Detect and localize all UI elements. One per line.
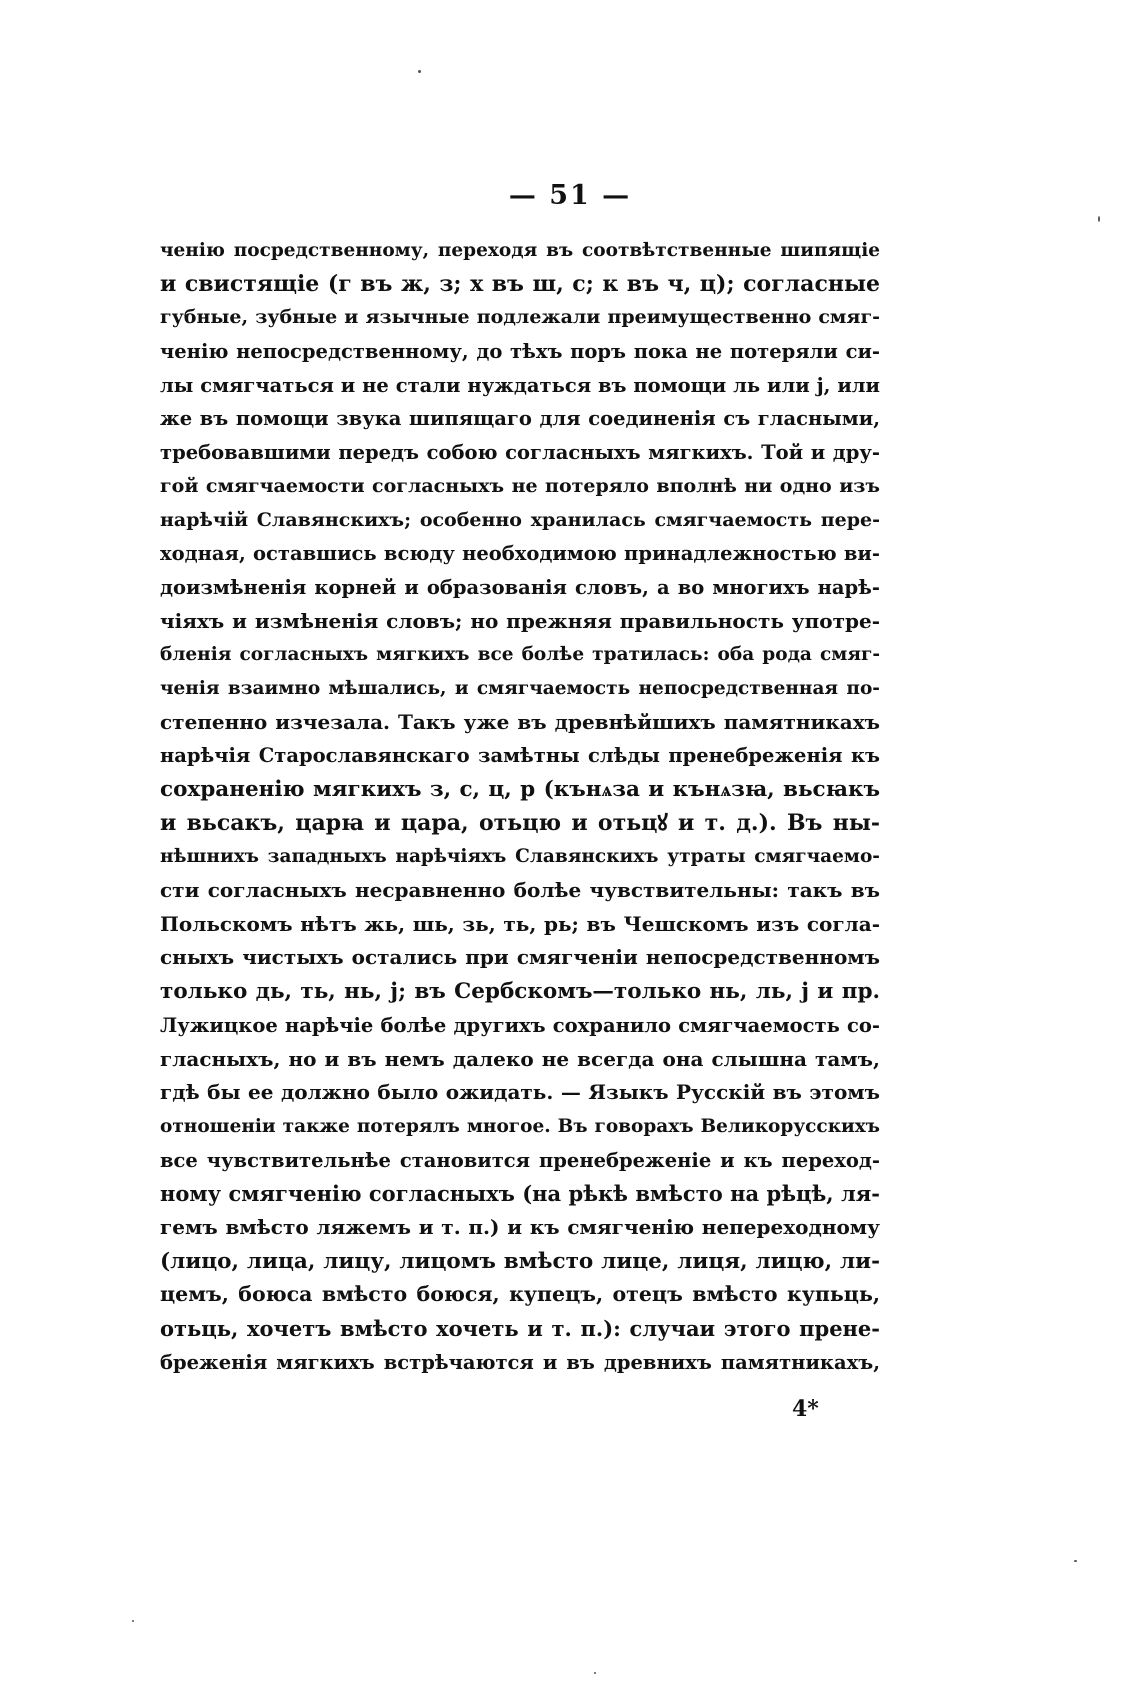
- text-line: гой смягчаемости согласныхъ не потеряло вполнѣ ни одно изъ: [160, 474, 880, 497]
- text-line: ходная, оставшись всюду необходимою принадлежностью ви-: [160, 542, 880, 566]
- scan-speck: [1098, 216, 1100, 222]
- text-line: же въ помощи звука шипящаго для соединенія съ гласными,: [160, 407, 880, 431]
- text-line: чіяхъ и измѣненія словъ; но прежняя правильность употре-: [160, 608, 880, 633]
- text-line: гласныхъ, но и въ немъ далеко не всегда она слышна тамъ,: [160, 1046, 880, 1071]
- text-line: и вьсакъ, царꙗ и цара, отьцю и отьцꙋ и т. д.). Въ ны-: [160, 809, 880, 836]
- text-line: отьць, хочетъ вмѣсто хочеть и т. п.): случаи этого прене-: [160, 1316, 880, 1341]
- text-line: только дь, ть, нь, j; въ Сербскомъ—только нь, ль, j и пр.: [160, 979, 880, 1005]
- text-line: гдѣ бы ее должно было ожидать. — Языкъ Русскій въ этомъ: [160, 1080, 880, 1105]
- text-line: гемъ вмѣсто ляжемъ и т. п.) и къ смягченію непереходному: [160, 1214, 880, 1239]
- text-line: Польскомъ нѣтъ жь, шь, зь, ть, рь; въ Чешскомъ изъ согла-: [160, 911, 880, 936]
- text-line: ченія взаимно мѣшались, и смягчаемость непосредственная по-: [160, 677, 880, 699]
- text-line: отношеніи также потерялъ многое. Въ говорахъ Великорусскихъ: [160, 1115, 880, 1137]
- text-line: сти согласныхъ несравненно болѣе чувствительны: такъ въ: [160, 878, 880, 903]
- text-line: бреженія мягкихъ встрѣчаются и въ древнихъ памятникахъ,: [160, 1350, 880, 1374]
- text-line: ному смягченію согласныхъ (на рѣкѣ вмѣсто на рѣцѣ, ля-: [160, 1181, 880, 1207]
- text-line: лы смягчаться и не стали нуждаться въ помощи ль или j, или: [160, 373, 880, 397]
- signature-mark: 4*: [792, 1396, 819, 1422]
- text-line: губные, зубные и язычные подлежали преимущественно смяг-: [160, 306, 880, 329]
- text-line: Лужицкое нарѣчіе болѣе другихъ сохранило смягчаемость со-: [160, 1013, 880, 1037]
- scan-speck: [1074, 1560, 1077, 1562]
- text-line: и свистящіе (г въ ж, з; х въ ш, с; к въ ч, ц); согласные: [160, 270, 880, 297]
- text-line: бленія согласныхъ мягкихъ все болѣе тратилась: оба рода смяг-: [160, 644, 880, 666]
- body-text: [160, 234, 880, 1379]
- text-line: цемъ, боюса вмѣсто боюся, купецъ, отецъ вмѣсто купьць,: [160, 1282, 880, 1307]
- text-line: ченію непосредственному, до тѣхъ поръ пока не потеряли си-: [160, 340, 880, 364]
- text-line: ченію посредственному, переходя въ соотвѣтственные шипящіе: [160, 240, 880, 261]
- text-line: нарѣчій Славянскихъ; особенно хранилась смягчаемость пере-: [160, 508, 880, 531]
- text-line: степенно изчезала. Такъ уже въ древнѣйшихъ памятникахъ: [160, 709, 880, 734]
- text-line: нѣшнихъ западныхъ нарѣчіяхъ Славянскихъ утраты смягчаемо-: [160, 846, 880, 868]
- text-line: (лицо, лица, лицу, лицомъ вмѣсто лице, лиця, лицю, ли-: [160, 1248, 880, 1274]
- text-line: сныхъ чистыхъ остались при смягченіи непосредственномъ: [160, 945, 880, 970]
- scan-speck: [418, 70, 421, 73]
- text-line: сохраненію мягкихъ з, с, ц, р (кънѧза и кънѧзꙗ, вьсꙗкъ: [160, 777, 880, 802]
- text-line: все чувствительнѣе становится пренебреженіе и къ переход-: [160, 1148, 880, 1172]
- text-line: нарѣчія Старославянскаго замѣтны слѣды пренебреженія къ: [160, 744, 880, 768]
- scan-speck: [132, 1620, 134, 1622]
- scan-speck: [594, 1672, 596, 1674]
- text-line: требовавшими передъ собою согласныхъ мягкихъ. Той и дру-: [160, 441, 880, 465]
- text-line: доизмѣненія корней и образованія словъ, а во многихъ нарѣ-: [160, 575, 880, 599]
- page-number: — 51 —: [508, 180, 632, 211]
